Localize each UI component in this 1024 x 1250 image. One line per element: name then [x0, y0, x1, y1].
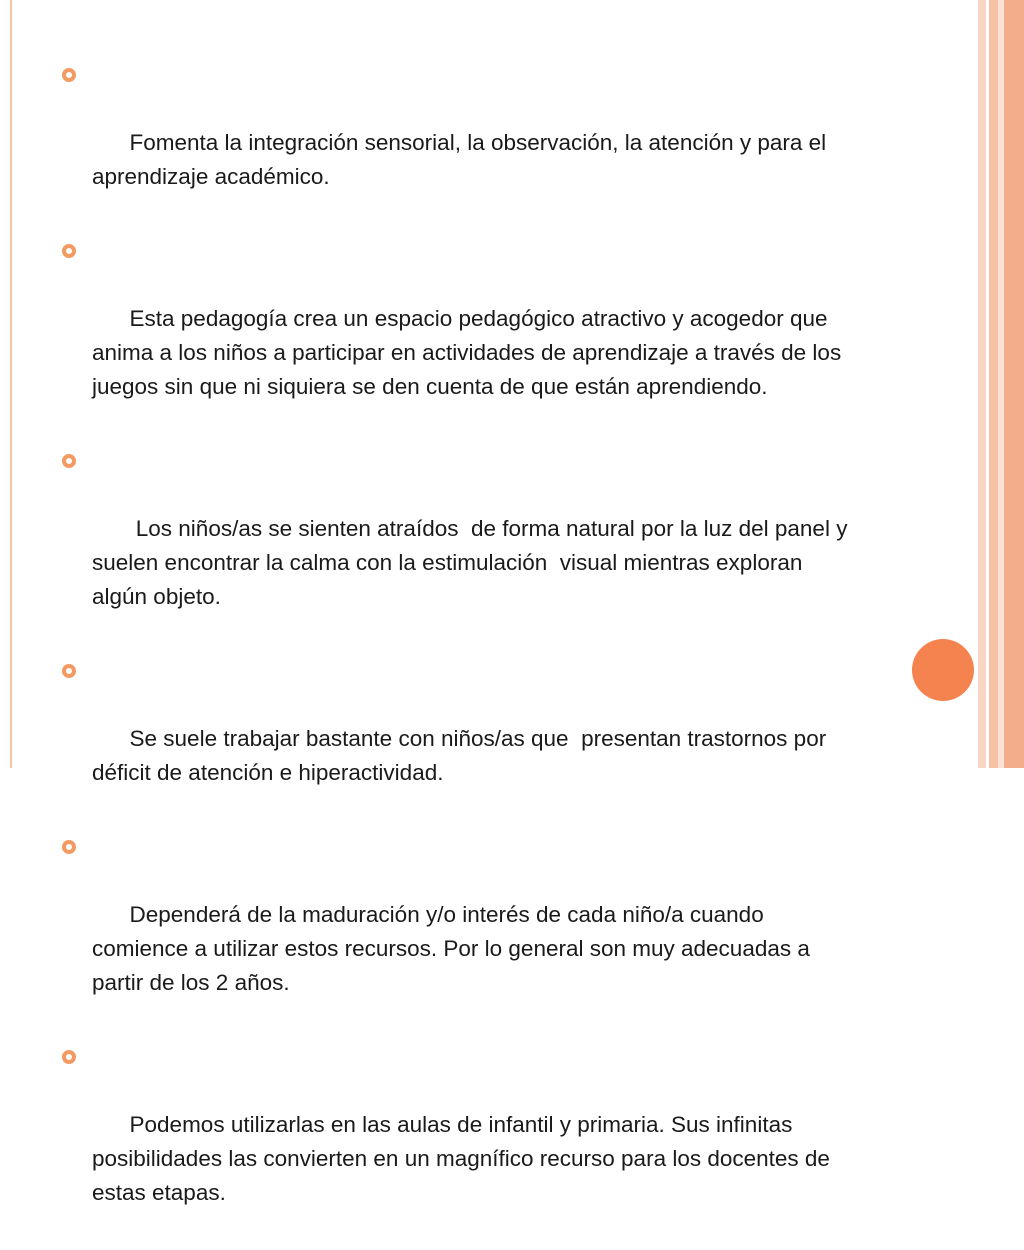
bullet-item	[62, 1040, 862, 1244]
bullet-item	[62, 654, 862, 824]
bullet-list	[62, 58, 862, 1250]
bullet-item	[62, 234, 862, 438]
right-decorative-stripe	[989, 0, 998, 768]
bullet-ring-icon	[62, 1050, 76, 1064]
bullet-text: Dependerá de la maduración y/o interés de cada niño/a cuando comience a utilizar estos recursos. Por lo general son muy adecuadas a partir de los 2 años.	[92, 902, 817, 995]
right-decorative-stripe	[978, 0, 986, 768]
bullet-ring-icon	[62, 244, 76, 258]
bullet-text: Se suele trabajar bastante con niños/as que presentan trastornos por déficit de atención e hiperactividad.	[92, 726, 833, 785]
left-border-rule	[10, 0, 12, 768]
bullet-text: Fomenta la integración sensorial, la observación, la atención y para el aprendizaje académico.	[92, 130, 833, 189]
bullet-ring-icon	[62, 454, 76, 468]
bullet-text: Podemos utilizarlas en las aulas de infantil y primaria. Sus infinitas posibilidades las convierten en un magnífico recurso para los docentes de estas etapas.	[92, 1112, 837, 1205]
bullet-text: Esta pedagogía crea un espacio pedagógico atractivo y acogedor que anima a los niños a participar en actividades de aprendizaje a través de los juegos sin que ni siquiera se den cuenta de que están aprendiendo.	[92, 306, 848, 399]
bullet-item	[62, 58, 862, 228]
bullet-ring-icon	[62, 664, 76, 678]
bullet-item	[62, 830, 862, 1034]
accent-circle	[912, 639, 974, 701]
bullet-text: Los niños/as se sienten atraídos de forma natural por la luz del panel y suelen encontrar la calma con la estimulación visual mientras exploran algún objeto.	[92, 516, 854, 609]
bullet-ring-icon	[62, 68, 76, 82]
bullet-item	[62, 444, 862, 648]
right-decorative-stripe	[1004, 0, 1024, 768]
bullet-ring-icon	[62, 840, 76, 854]
